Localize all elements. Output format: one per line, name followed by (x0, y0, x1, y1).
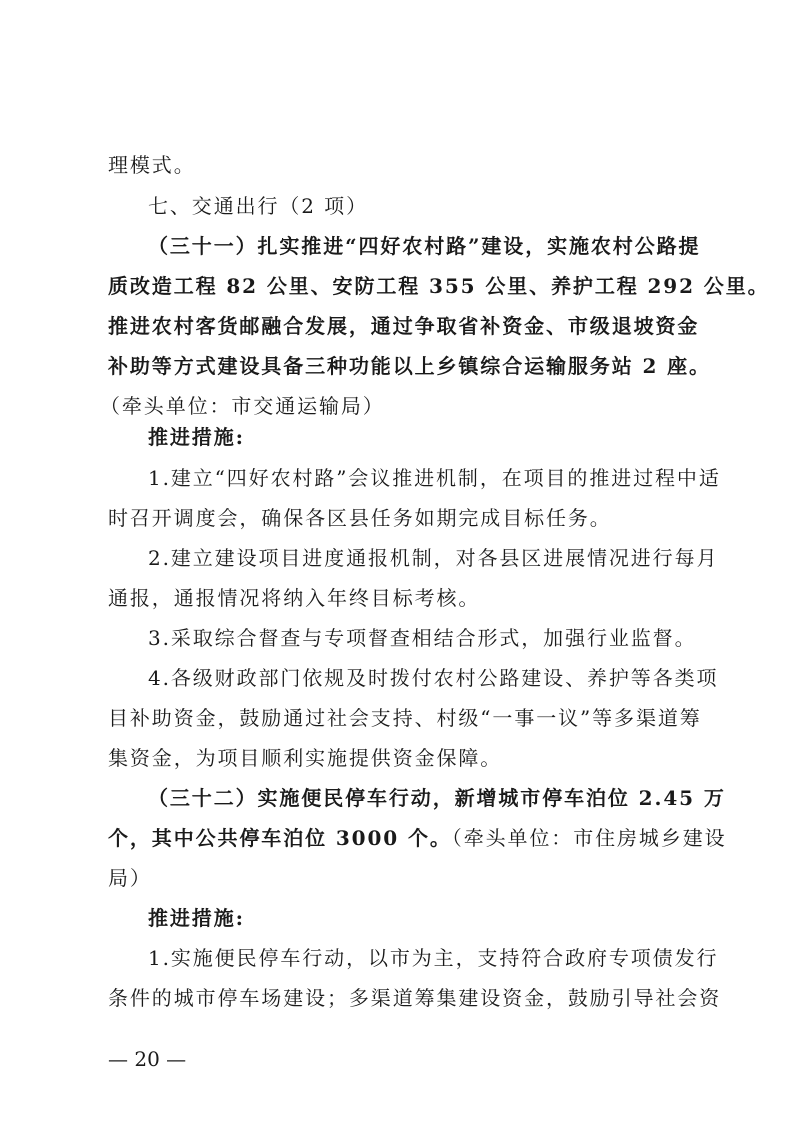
item-32-heading-line (108, 825, 727, 851)
measures-label: 推进措施: (148, 425, 245, 449)
item-31-heading-line: 质改造工程 82 公里、安防工程 355 公里、养护工程 292 公里。 (108, 274, 770, 298)
item-31-heading-line: 推进农村客货邮融合发展，通过争取省补资金、市级退坡资金 (108, 314, 700, 338)
measure-line: 1.实施便民停车行动，以市为主，支持符合政府专项债发行 (148, 946, 719, 970)
item-31-heading-line: 补助等方式建设具备三种功能以上乡镇综合运输服务站 2 座。 (108, 354, 711, 378)
lead-unit-note: （牵头单位：市住房城乡建设 (451, 826, 727, 850)
measure-line: 通报，通报情况将纳入年终目标考核。 (108, 586, 481, 610)
measure-line: 条件的城市停车场建设；多渠道筹集建设资金，鼓励引导社会资 (108, 986, 722, 1010)
measure-line: 1.建立“四好农村路”会议推进机制，在项目的推进过程中适 (148, 466, 721, 490)
measure-line: 2.建立建设项目进度通报机制，对各县区进展情况进行每月 (148, 546, 719, 570)
measure-line: 时召开调度会，确保各区县任务如期完成目标任务。 (108, 506, 612, 530)
item-32-heading-line: （三十二）实施便民停车行动，新增城市停车泊位 2.45 万 (148, 786, 726, 810)
lead-unit-note: （牵头单位：市交通运输局） (100, 394, 385, 418)
measure-line: 3.采取综合督查与专项督查相结合形式，加强行业监督。 (148, 626, 697, 650)
measure-line: 4.各级财政部门依规及时拨付农村公路建设、养护等各类项 (148, 666, 719, 690)
measure-line: 集资金，为项目顺利实施提供资金保障。 (108, 746, 503, 770)
lead-unit-note: 局） (108, 866, 152, 890)
measure-line: 目补助资金，鼓励通过社会支持、村级“一事一议”等多渠道筹 (108, 706, 702, 730)
section-heading: 七、交通出行（2 项） (148, 194, 368, 218)
measures-label: 推进措施: (148, 906, 245, 930)
page-number: — 20 — (108, 1047, 187, 1071)
item-31-heading-line: （三十一）扎实推进“四好农村路”建设，实施农村公路提 (148, 234, 701, 258)
paragraph-line: 理模式。 (108, 153, 196, 177)
item-32-heading-text: 个，其中公共停车泊位 3000 个。 (108, 826, 452, 850)
